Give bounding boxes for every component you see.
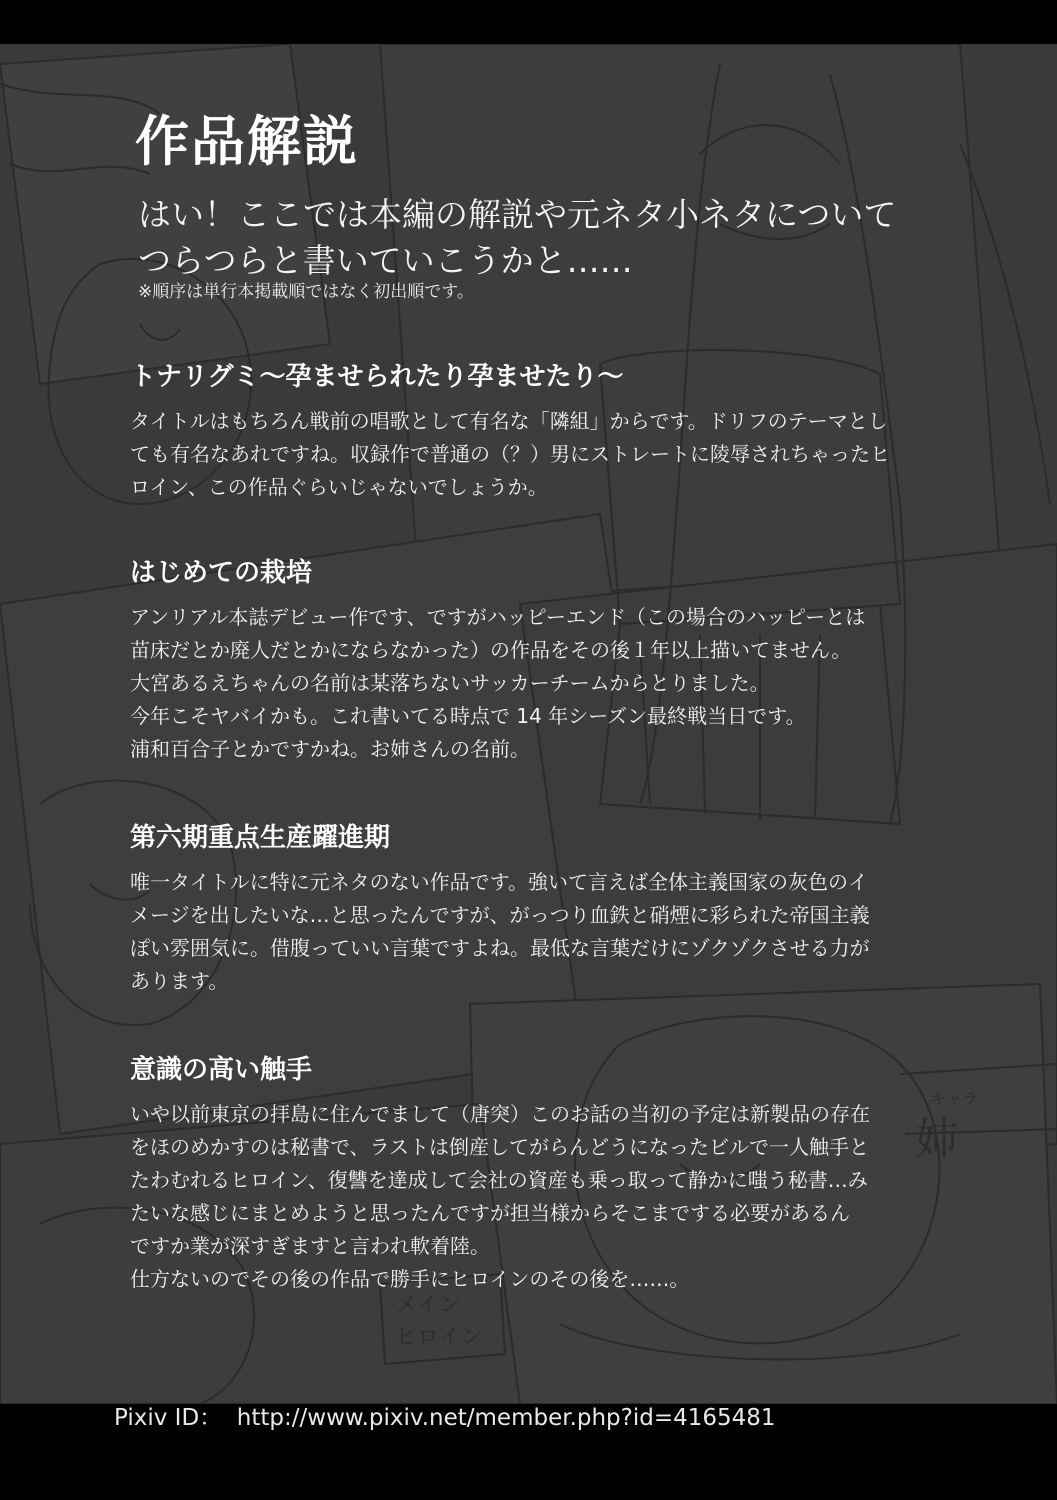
sketch-label-chara: キャラ	[930, 1089, 979, 1108]
section-body: いや以前東京の拝島に住んでまして（唐突）このお話の当初の予定は新製品の存在 をほのめかすのは秘書で、ラストは倒産してがらんどうになったビルで一人触手と たわむれるヒロイン、復讐を達成して会社の資産も乗っ取って静かに嗤う秘書…み たいな感じにまとめようと思ったんですが担当様からそこまでする必要があるん ですか業が深すぎますと言われ軟着陸。 仕方ないのでその後の作品で勝手にヒロインのその後を……。	[130, 1102, 870, 1291]
section-body: 唯一タイトルに特に元ネタのない作品です。強いて言えば全体主義国家の灰色のイ メージを出したいな…と思ったんですが、がっつり血鉄と硝煙に彩られた帝国主義 ぽい雰囲気に。借腹っていい言葉ですよね。最低な言葉だけにゾクゾクさせる力が あります。	[130, 870, 870, 993]
section-heading: 第六期重点生産躍進期	[130, 823, 391, 853]
section-ishiki	[130, 1052, 950, 1296]
commentary-page	[0, 44, 1057, 1404]
section-hajimete	[130, 555, 950, 766]
intro-text	[138, 192, 896, 284]
content-area	[0, 44, 1057, 1404]
section-heading: 意識の高い触手	[130, 1055, 313, 1085]
page-title: 作品解説	[135, 110, 359, 173]
sketch-label-main-2: ヒロイン	[395, 1325, 483, 1350]
sketch-label-main-1: メイン	[395, 1293, 461, 1318]
section-tonarigumi	[130, 359, 950, 504]
section-dairokki	[130, 820, 950, 998]
intro-line-2: つらつらと書いていこうかと……	[138, 241, 633, 280]
section-body: タイトルはもちろん戦前の唱歌として有名な「隣組」からです。ドリフのテーマとし ても有名なあれですね。収録作で普通の（？）男にストレートに陵辱されちゃったヒ ロイン、この作品ぐらいじゃないでしょうか。	[130, 409, 890, 499]
section-heading: トナリグミ〜孕ませられたり孕ませたり〜	[130, 362, 624, 392]
intro-line-1: はい！ここでは本編の解説や元ネタ小ネタについて	[138, 195, 897, 234]
sketch-label-sister: 姉	[915, 1114, 959, 1165]
section-body: アンリアル本誌デビュー作です、ですがハッピーエンド（この場合のハッピーとは 苗床だとか廃人だとかにならなかった）の作品をその後１年以上描いてません。 大宮あるえちゃんの名前は某落ちないサッカーチームからとりました。 今年こそヤバイかも。これ書いてる時点で 14 年シーズン最終戦当日です。 浦和百合子とかですかね。お姉さんの名前。	[130, 605, 866, 761]
pixiv-id-footer: Pixiv ID： http://www.pixiv.net/member.php?id=4165481	[114, 1405, 776, 1431]
section-heading: はじめての栽培	[130, 558, 313, 588]
order-note: ※順序は単行本掲載順ではなく初出順です。	[138, 282, 474, 302]
